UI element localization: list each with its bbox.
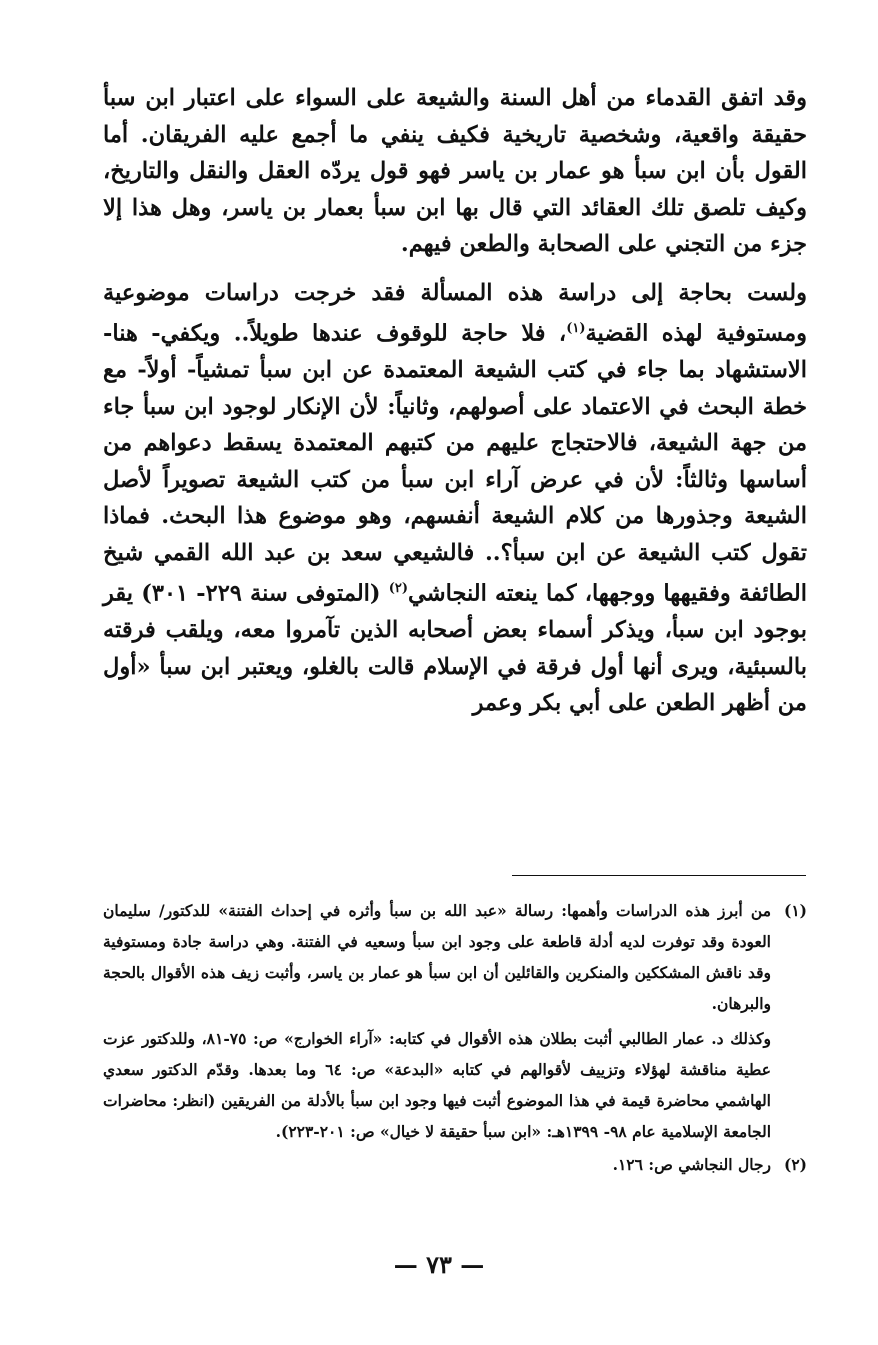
paragraph-1: وقد اتفق القدماء من أهل السنة والشيعة على السواء على اعتبار ابن سبأ حقيقة واقعية، وشخصية تاريخية فكيف ينفي ما أجمع عليه الفريقان. أما القول بأن ابن سبأ هو عمار بن ياسر فهو قول يردّه العقل والنقل والتاريخ، وكيف تلصق تلك العقائد التي قال بها ابن سبأ بعمار بن ياسر، وهل هذا إلا جزء من التجني على الصحابة والطعن فيهم.	[103, 85, 807, 257]
footnote-ref-2: (٢)	[388, 581, 409, 596]
page-number: — ٧٣ —	[393, 1250, 485, 1279]
footnote-1-number: (١)	[783, 901, 807, 920]
paragraph-2-part-2: ، فلا حاجة للوقوف عندها طويلاً.. ويكفي- هنا- الاستشهاد بما جاء في كتب الشيعة المعتمدة عن ابن سبأ تمشياً- أولاً- مع خطة البحث في الاعتماد على أصولهم، وثانياً: لأن الإنكار لوجود ابن سبأ جاء من جهة الشيعة، فالاحتجاج عليهم من كتبهم المعتمدة يسقط دعواهم من أساسها وثالثاً: لأن في عرض آراء ابن سبأ من كتب الشيعة تصويراً لأصل الشيعة وجذورها من كلام الشيعة أنفسهم، وهو موضوع هذا البحث. فماذا تقول كتب الشيعة عن ابن سبأ؟.. فالشيعي سعد بن عبد الله القمي شيخ الطائفة وفقيهها ووجهها، كما ينعته النجاشي	[103, 320, 808, 607]
paragraph-2-part-1: ولست بحاجة إلى دراسة هذه المسألة فقد خرجت دراسات موضوعية ومستوفية لهذه القضية	[103, 279, 807, 347]
paragraph-2-part-3: (المتوفى سنة ٢٢٩- ٣٠١) يقر بوجود ابن سبأ، ويذكر أسماء بعض أصحابه الذين تآمروا معه، ويلقب فرقته بالسبئية، ويرى أنها أول فرقة في الإسلام قالت بالغلو، ويعتبر ابن سبأ «أول من أظهر الطعن على أبي بكر وعمر	[103, 580, 807, 716]
footnote-2	[103, 1149, 807, 1180]
footnote-1-text: من أبرز هذه الدراسات وأهمها: رسالة «عبد الله بن سبأ وأثره في إحداث الفتنة» للدكتور/ سليمان العودة وقد توفرت لديه أدلة قاطعة على وجود ابن سبأ وسعيه في الفتنة. وهي دراسة جادة ومستوفية وقد ناقش المشككين والمنكرين والقائلين أن ابن سبأ هو عمار بن ياسر، وأثبت زيف هذه الأقوال بالحجة والبرهان.	[103, 901, 771, 1013]
footnote-2-text: رجال النجاشي ص: ١٢٦.	[612, 1155, 771, 1174]
footnotes	[103, 895, 807, 1180]
footnote-ref-1: (١)	[566, 321, 586, 336]
main-text	[103, 80, 807, 722]
footnote-1-continuation: وكذلك د. عمار الطالبي أثبت بطلان هذه الأقوال في كتابه: «آراء الخوارج» ص: ٧٥-٨١، وللدكتور عزت عطية مناقشة لهؤلاء وتزييف لأقوالهم في كتابه «البدعة» ص: ٦٤ وما بعدها. وقدّم الدكتور سعدي الهاشمي محاضرة قيمة في هذا الموضوع أثبت فيها وجود ابن سبأ بالأدلة من الفريقين (انظر: محاضرات الجامعة الإسلامية عام ٩٨- ١٣٩٩هـ: «ابن سبأ حقيقة لا خيال» ص: ٢٠١-٢٢٣).	[103, 1029, 771, 1141]
paragraph-2	[103, 275, 807, 722]
footnote-separator	[512, 875, 806, 876]
footnote-2-number: (٢)	[783, 1155, 807, 1174]
footnote-1	[103, 895, 807, 1019]
